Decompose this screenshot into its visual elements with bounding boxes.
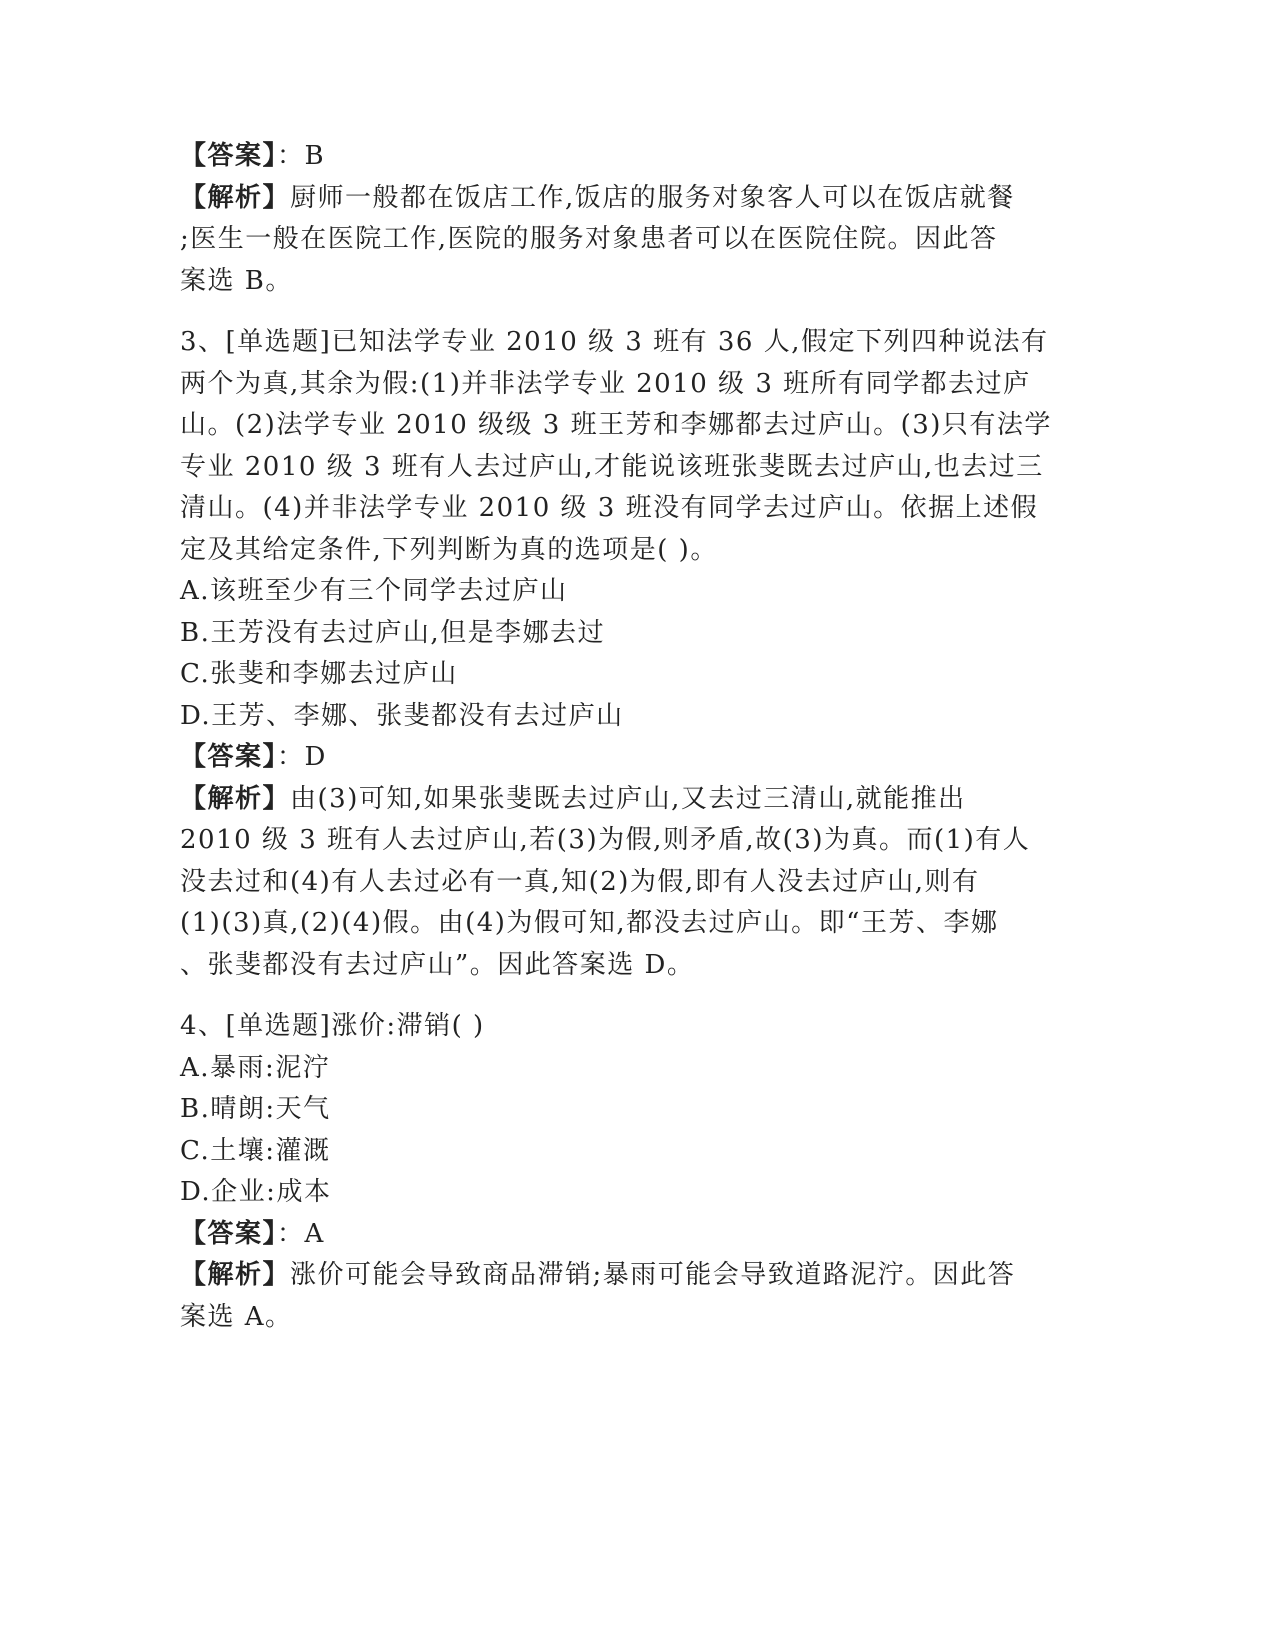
answer-label: 【答案】 (180, 742, 278, 772)
q4-option-a: A.暴雨:泥泞 (180, 1052, 331, 1083)
q3-stem-line: 山。(2)法学专业 2010 级级 3 班王芳和李娜都去过庐山。(3)只有法学 (180, 410, 1052, 440)
q4-option-c: C.土壤:灌溉 (180, 1135, 331, 1166)
q3-option-d: D.王芳、李娜、张斐都没有去过庐山 (180, 700, 624, 731)
q2-analysis-line (180, 178, 1040, 220)
analysis-label: 【解析】 (180, 1260, 291, 1290)
q3-analysis-line: 、张斐都没有去过庐山”。因此答案选 D。 (180, 949, 695, 980)
answer-label: 【答案】 (180, 1218, 278, 1249)
q4-analysis-line (180, 1255, 1040, 1297)
q3-stem-line: 定及其给定条件,下列判断为真的选项是( )。 (180, 534, 718, 565)
spacer (180, 986, 1040, 1006)
analysis-text: 涨价可能会导致商品滞销;暴雨可能会导致道路泥泞。因此答 (290, 1260, 1016, 1290)
q4-analysis-line: 案选 A。 (180, 1301, 293, 1332)
q3-stem-line: 专业 2010 级 3 班有人去过庐山,才能说该班张斐既去过庐山,也去过三 (180, 451, 1044, 482)
q3-analysis-line: (1)(3)真,(2)(4)假。由(4)为假可知,都没去过庐山。即“王芳、李娜 (180, 908, 999, 938)
answer-value: ：A (277, 1218, 325, 1249)
analysis-label: 【解析】 (180, 783, 291, 814)
q3-option-b: B.王芳没有去过庐山,但是李娜去过 (180, 617, 606, 648)
answer-value: ：D (277, 742, 327, 772)
document-page (180, 136, 1052, 1338)
q3-analysis-line (180, 779, 1040, 821)
q2-answer (180, 136, 1040, 178)
q3-analysis-line: 2010 级 3 班有人去过庐山,若(3)为假,则矛盾,故(3)为真。而(1)有人 (180, 825, 1031, 855)
q4-answer (180, 1214, 1040, 1256)
q3-option-c: C.张斐和李娜去过庐山 (180, 659, 458, 689)
analysis-text: 厨师一般都在饭店工作,饭店的服务对象客人可以在饭店就餐 (290, 182, 1015, 213)
q3-stem-line: 清山。(4)并非法学专业 2010 级 3 班没有同学去过庐山。依据上述假 (180, 493, 1039, 523)
q3-stem-line: 3、[单选题]已知法学专业 2010 级 3 班有 36 人,假定下列四种说法有 (180, 327, 1049, 357)
q3-analysis-line: 没去过和(4)有人去过必有一真,知(2)为假,即有人没去过庐山,则有 (180, 866, 980, 897)
analysis-label: 【解析】 (180, 182, 291, 213)
answer-value: ：B (277, 141, 326, 171)
q3-answer (180, 737, 1040, 779)
analysis-text: 由(3)可知,如果张斐既去过庐山,又去过三清山,就能推出 (290, 783, 966, 814)
spacer (180, 302, 1040, 322)
q3-option-a: A.该班至少有三个同学去过庐山 (180, 576, 568, 606)
q2-analysis-line: 案选 B。 (180, 265, 293, 296)
q4-option-d: D.企业:成本 (180, 1177, 332, 1207)
q2-analysis-line: ;医生一般在医院工作,医院的服务对象患者可以在医院住院。因此答 (180, 224, 998, 254)
answer-label: 【答案】 (180, 141, 278, 171)
q3-stem-line: 两个为真,其余为假:(1)并非法学专业 2010 级 3 班所有同学都去过庐 (180, 368, 1031, 399)
q4-stem: 4、[单选题]涨价:滞销( ) (180, 1011, 485, 1041)
q4-option-b: B.晴朗:天气 (180, 1094, 331, 1124)
